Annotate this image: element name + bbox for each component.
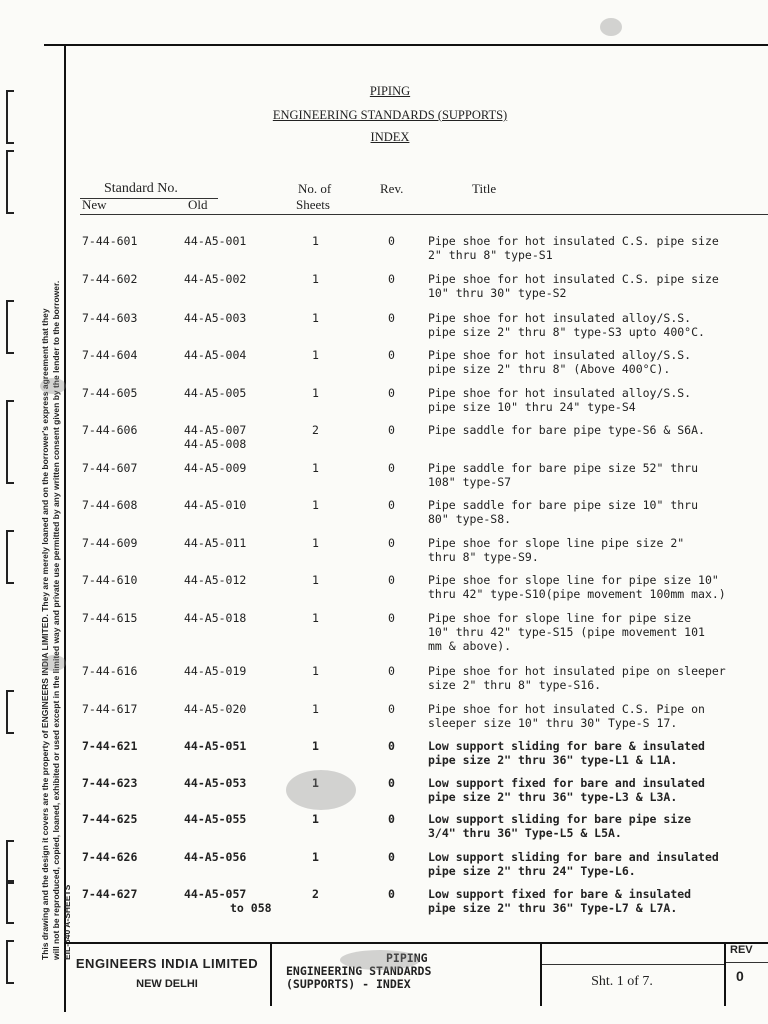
- cell-title-line: 80" type-S8.: [428, 512, 512, 526]
- cell-rev: 0: [388, 423, 395, 437]
- cell-old-number: 44-A5-012: [184, 573, 247, 587]
- cell-old-number: 44-A5-057: [184, 887, 247, 901]
- cell-sheets: 1: [312, 272, 319, 286]
- cell-title: [428, 311, 768, 339]
- cell-old-number: 44-A5-020: [184, 702, 247, 716]
- col-no-of: No. of: [298, 181, 332, 196]
- cell-title-line: Low support sliding for bare and insulated: [428, 850, 719, 864]
- header-rule: [80, 214, 768, 215]
- cell-old-number: 44-A5-019: [184, 664, 247, 678]
- cell-sheets: 1: [312, 573, 319, 587]
- cell-title-line: Pipe shoe for hot insulated pipe on sleeper: [428, 664, 726, 678]
- margin-bracket: [6, 840, 14, 884]
- cell-new-number: 7-44-610: [82, 573, 138, 587]
- cell-sheets: 1: [312, 386, 319, 400]
- cell-old-number: 44-A5-051: [184, 739, 247, 753]
- sidebar-disclaimer: [40, 60, 73, 960]
- cell-new-number: 7-44-605: [82, 386, 138, 400]
- cell-sheets: 1: [312, 850, 319, 864]
- cell-rev: 0: [388, 272, 395, 286]
- cell-old-number: 44-A5-018: [184, 611, 247, 625]
- cell-new-number: 7-44-616: [82, 664, 138, 678]
- margin-bracket: [6, 530, 14, 584]
- cell-title: [428, 611, 768, 653]
- cell-sheets: 1: [312, 812, 319, 826]
- cell-old-number-2: to 058: [230, 901, 272, 915]
- cell-title: [428, 573, 768, 601]
- cell-title: [428, 498, 768, 526]
- cell-title: [428, 423, 768, 437]
- margin-bracket: [6, 880, 14, 924]
- cell-title-line: pipe size 2" thru 36" type-L3 & L3A.: [428, 790, 678, 804]
- scan-noise: [42, 655, 66, 671]
- cell-title-line: Low support sliding for bare pipe size: [428, 812, 692, 826]
- footer-city: NEW DELHI: [136, 978, 198, 990]
- margin-bracket: [6, 690, 14, 734]
- col-rev: Rev.: [380, 181, 404, 196]
- cell-sheets: 1: [312, 664, 319, 678]
- cell-old-number: 44-A5-056: [184, 850, 247, 864]
- cell-rev: 0: [388, 776, 395, 790]
- scan-noise: [40, 378, 66, 394]
- margin-bracket: [6, 150, 14, 214]
- cell-title: [428, 664, 768, 692]
- cell-new-number: 7-44-623: [82, 776, 138, 790]
- top-border-line: [44, 44, 768, 46]
- header-piping: PIPING: [369, 84, 411, 98]
- col-title: Title: [472, 181, 497, 196]
- cell-title-line: pipe size 10" thru 24" type-S4: [428, 400, 636, 414]
- footer-company: ENGINEERS INDIA LIMITED: [75, 956, 259, 971]
- cell-title-line: pipe size 2" thru 36" type-L1 & L1A.: [428, 753, 678, 767]
- cell-old-number: 44-A5-005: [184, 386, 247, 400]
- cell-sheets: 1: [312, 739, 319, 753]
- cell-title: [428, 739, 768, 767]
- sidebar-line-3: EIL-640 A-SHEETS: [62, 884, 72, 960]
- cell-old-number: 44-A5-009: [184, 461, 247, 475]
- scan-noise: [600, 18, 622, 36]
- cell-sheets: 1: [312, 702, 319, 716]
- cell-sheets: 1: [312, 311, 319, 325]
- footer-inner-rule: [542, 964, 724, 965]
- cell-sheets: 1: [312, 498, 319, 512]
- cell-title-line: mm & above).: [428, 639, 512, 653]
- cell-old-number: 44-A5-011: [184, 536, 247, 550]
- cell-old-number: 44-A5-002: [184, 272, 247, 286]
- cell-rev: 0: [388, 461, 395, 475]
- cell-title-line: Pipe shoe for hot insulated alloy/S.S.: [428, 348, 692, 362]
- cell-new-number: 7-44-604: [82, 348, 138, 362]
- footer-rev-rule: [726, 962, 768, 963]
- cell-sheets: 1: [312, 536, 319, 550]
- cell-new-number: 7-44-617: [82, 702, 138, 716]
- cell-sheets: 2: [312, 887, 319, 901]
- margin-bracket: [6, 90, 14, 144]
- cell-title: [428, 234, 768, 262]
- cell-sheets: 1: [312, 611, 319, 625]
- cell-old-number-2: 44-A5-008: [184, 437, 247, 451]
- cell-rev: 0: [388, 386, 395, 400]
- cell-rev: 0: [388, 664, 395, 678]
- footer-divider: [724, 944, 726, 1006]
- cell-title: [428, 272, 768, 300]
- margin-bracket: [6, 940, 14, 984]
- cell-title: [428, 776, 768, 804]
- cell-old-number: 44-A5-007: [184, 423, 247, 437]
- margin-bracket: [6, 300, 14, 354]
- col-standard-no: Standard No.: [104, 181, 178, 196]
- cell-old-number: 44-A5-055: [184, 812, 247, 826]
- cell-title-line: Pipe shoe for hot insulated alloy/S.S.: [428, 311, 692, 325]
- cell-rev: 0: [388, 611, 395, 625]
- cell-title-line: size 2" thru 8" type-S16.: [428, 678, 602, 692]
- footer-title-1: PIPING: [386, 951, 428, 965]
- footer-title-3: (SUPPORTS) - INDEX: [286, 977, 411, 991]
- cell-sheets: 1: [312, 461, 319, 475]
- cell-old-number: 44-A5-004: [184, 348, 247, 362]
- cell-rev: 0: [388, 498, 395, 512]
- cell-title: [428, 812, 768, 840]
- cell-title-line: Pipe shoe for slope line for pipe size 10": [428, 573, 719, 587]
- cell-new-number: 7-44-627: [82, 887, 138, 901]
- cell-title: [428, 850, 768, 878]
- cell-rev: 0: [388, 311, 395, 325]
- scan-noise: [340, 950, 420, 970]
- cell-rev: 0: [388, 812, 395, 826]
- cell-title-line: thru 42" type-S10(pipe movement 100mm max.): [428, 587, 726, 601]
- cell-title-line: 2" thru 8" type-S1: [428, 248, 553, 262]
- cell-title: [428, 887, 768, 915]
- cell-title: [428, 536, 768, 564]
- col-new: New: [82, 197, 107, 212]
- col-sheets: Sheets: [296, 197, 330, 212]
- cell-title-line: Pipe shoe for slope line pipe size 2": [428, 536, 685, 550]
- cell-title-line: Pipe shoe for hot insulated C.S. pipe size: [428, 234, 719, 248]
- cell-title-line: pipe size 2" thru 24" Type-L6.: [428, 864, 636, 878]
- cell-new-number: 7-44-626: [82, 850, 138, 864]
- footer-rev-label: REV: [730, 944, 753, 956]
- cell-sheets: 2: [312, 423, 319, 437]
- cell-new-number: 7-44-609: [82, 536, 138, 550]
- cell-rev: 0: [388, 536, 395, 550]
- cell-old-number: 44-A5-053: [184, 776, 247, 790]
- sidebar-line-2: will not be reproduced, copied, loaned, exhibited or used except in the limited way and private use permitted by any written consent given by the lender to the borrower.: [51, 280, 61, 960]
- header-index: INDEX: [370, 130, 410, 144]
- cell-title-line: 10" thru 42" type-S15 (pipe movement 101: [428, 625, 705, 639]
- cell-title-line: Pipe saddle for bare pipe type-S6 & S6A.: [428, 423, 705, 437]
- cell-title-line: Pipe shoe for hot insulated alloy/S.S.: [428, 386, 692, 400]
- cell-sheets: 1: [312, 348, 319, 362]
- cell-new-number: 7-44-625: [82, 812, 138, 826]
- cell-title-line: Low support sliding for bare & insulated: [428, 739, 705, 753]
- cell-new-number: 7-44-607: [82, 461, 138, 475]
- cell-title: [428, 348, 768, 376]
- cell-rev: 0: [388, 850, 395, 864]
- sidebar-line-1: This drawing and the design it covers are the property of ENGINEERS INDIA LIMITED. They are merely loaned and on the borrower's express agreement that they: [40, 308, 50, 960]
- title-block: [64, 942, 768, 1006]
- footer-title-2: ENGINEERING STANDARDS: [286, 964, 432, 978]
- cell-title-line: Pipe shoe for hot insulated C.S. pipe size: [428, 272, 719, 286]
- cell-old-number: 44-A5-003: [184, 311, 247, 325]
- cell-title-line: Low support fixed for bare and insulated: [428, 776, 705, 790]
- cell-title-line: Pipe saddle for bare pipe size 10" thru: [428, 498, 699, 512]
- cell-title-line: Pipe saddle for bare pipe size 52" thru: [428, 461, 699, 475]
- cell-old-number: 44-A5-001: [184, 234, 247, 248]
- cell-title-line: pipe size 2" thru 8" type-S3 upto 400°C.: [428, 325, 705, 339]
- cell-rev: 0: [388, 348, 395, 362]
- cell-rev: 0: [388, 887, 395, 901]
- cell-new-number: 7-44-608: [82, 498, 138, 512]
- cell-new-number: 7-44-601: [82, 234, 138, 248]
- cell-title-line: 108" type-S7: [428, 475, 512, 489]
- scan-noise: [286, 770, 356, 810]
- cell-rev: 0: [388, 573, 395, 587]
- footer-sheet-number: Sht. 1 of 7.: [591, 974, 653, 989]
- cell-title-line: pipe size 2" thru 8" (Above 400°C).: [428, 362, 671, 376]
- cell-rev: 0: [388, 702, 395, 716]
- cell-title: [428, 386, 768, 414]
- cell-title-line: sleeper size 10" thru 30" Type-S 17.: [428, 716, 678, 730]
- cell-new-number: 7-44-602: [82, 272, 138, 286]
- cell-title-line: thru 8" type-S9.: [428, 550, 539, 564]
- cell-old-number: 44-A5-010: [184, 498, 247, 512]
- cell-title-line: Low support fixed for bare & insulated: [428, 887, 692, 901]
- cell-sheets: 1: [312, 234, 319, 248]
- cell-title-line: Pipe shoe for hot insulated C.S. Pipe on: [428, 702, 705, 716]
- footer-divider: [270, 944, 272, 1006]
- cell-title-line: 10" thru 30" type-S2: [428, 286, 567, 300]
- cell-title: [428, 461, 768, 489]
- cell-rev: 0: [388, 234, 395, 248]
- cell-title: [428, 702, 768, 730]
- cell-sheets: 1: [312, 776, 319, 790]
- cell-new-number: 7-44-621: [82, 739, 138, 753]
- cell-rev: 0: [388, 739, 395, 753]
- footer-rev-value: 0: [736, 968, 744, 984]
- header-standards: ENGINEERING STANDARDS (SUPPORTS): [272, 108, 508, 122]
- cell-new-number: 7-44-606: [82, 423, 138, 437]
- cell-title-line: pipe size 2" thru 36" Type-L7 & L7A.: [428, 901, 678, 915]
- cell-new-number: 7-44-603: [82, 311, 138, 325]
- cell-title-line: 3/4" thru 36" Type-L5 & L5A.: [428, 826, 622, 840]
- margin-bracket: [6, 400, 14, 484]
- col-old: Old: [188, 197, 208, 212]
- cell-new-number: 7-44-615: [82, 611, 138, 625]
- cell-title-line: Pipe shoe for slope line for pipe size: [428, 611, 692, 625]
